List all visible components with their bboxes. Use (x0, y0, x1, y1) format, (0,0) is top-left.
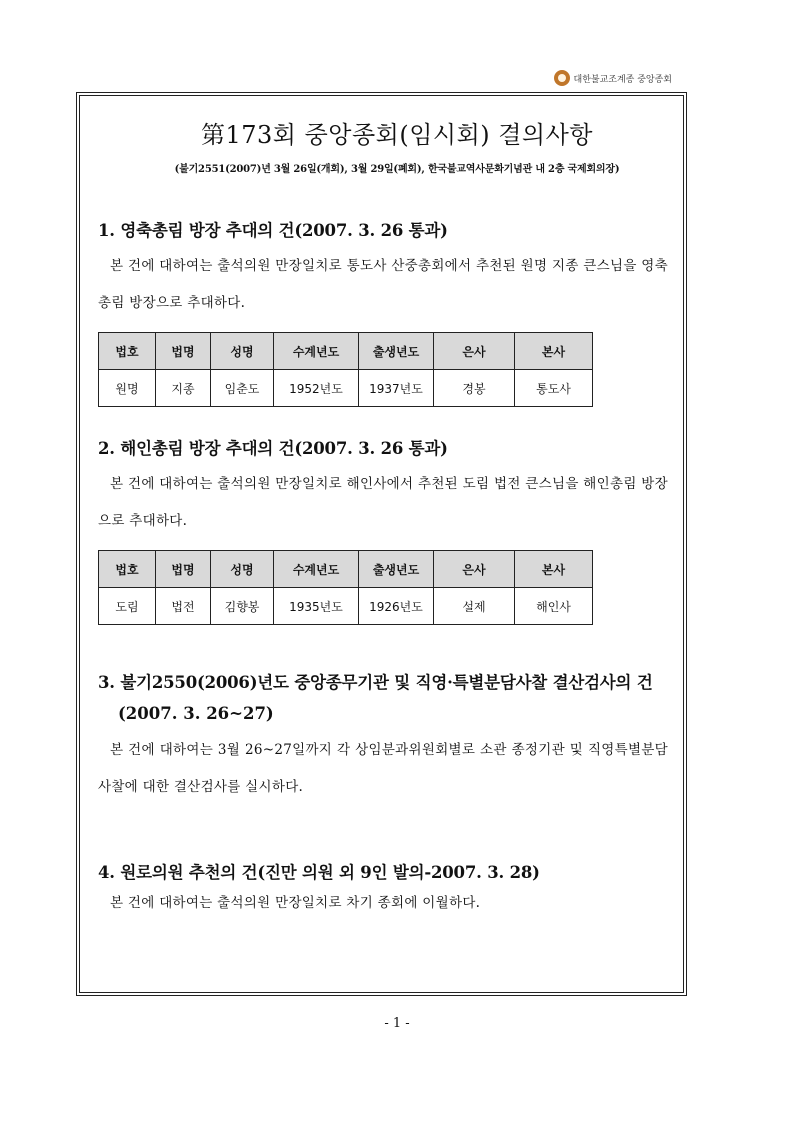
section-body: 본 건에 대하여는 출석의원 만장일치로 해인사에서 추천된 도림 법전 큰스님을 해인총림 방장으로 추대하다. (98, 476, 668, 530)
table-cell: 도림 (99, 588, 156, 625)
table-header-cell: 출생년도 (359, 551, 434, 588)
section-2 (98, 433, 668, 625)
table-header-cell: 은사 (434, 551, 515, 588)
table-cell: 통도사 (515, 370, 593, 407)
section-heading-continued: (2007. 3. 26~27) (118, 704, 274, 724)
dharma-wheel-logo-icon (554, 70, 570, 86)
table-header-row (99, 551, 593, 588)
table-row (99, 588, 593, 625)
section-body: 본 건에 대하여는 출석의원 만장일치로 통도사 산중총회에서 추천된 원명 지종 큰스님을 영축총림 방장으로 추대하다. (98, 258, 668, 312)
table-cell: 임춘도 (211, 370, 274, 407)
table-header-row (99, 333, 593, 370)
table-header-cell: 성명 (211, 551, 274, 588)
page-header (554, 70, 673, 86)
table-header-cell: 출생년도 (359, 333, 434, 370)
section-heading: 4. 원로의원 추천의 건(진만 의원 외 9인 발의-2007. 3. 28) (98, 863, 540, 882)
section-heading: 3. 불기2550(2006)년도 중앙종무기관 및 직영·특별분담사찰 결산검사의 건 (98, 673, 653, 692)
section-heading: 1. 영축총림 방장 추대의 건(2007. 3. 26 통과) (98, 221, 448, 240)
table-row (99, 370, 593, 407)
table-header-cell: 법명 (156, 333, 211, 370)
table-header-cell: 수계년도 (274, 333, 359, 370)
section-4 (98, 857, 668, 916)
section-heading: 2. 해인총림 방장 추대의 건(2007. 3. 26 통과) (98, 439, 448, 458)
table-cell: 법전 (156, 588, 211, 625)
table-cell: 원명 (99, 370, 156, 407)
table-header-cell: 성명 (211, 333, 274, 370)
section-body: 본 건에 대하여는 3월 26~27일까지 각 상임분과위원회별로 소관 종정기관 및 직영특별분담사찰에 대한 결산검사를 실시하다. (98, 741, 668, 795)
table-header-cell: 법명 (156, 551, 211, 588)
section-body: 본 건에 대하여는 출석의원 만장일치로 차기 종회에 이월하다. (110, 895, 481, 912)
table-cell: 지종 (156, 370, 211, 407)
page-number: - 1 - (384, 1016, 410, 1031)
table-cell: 경봉 (434, 370, 515, 407)
table-cell: 해인사 (515, 588, 593, 625)
table-header-cell: 은사 (434, 333, 515, 370)
table-header-cell: 수계년도 (274, 551, 359, 588)
table-cell: 1935년도 (274, 588, 359, 625)
table-header-cell: 본사 (515, 333, 593, 370)
info-table-1 (98, 332, 593, 407)
table-header-cell: 법호 (99, 333, 156, 370)
table-header-cell: 법호 (99, 551, 156, 588)
table-cell: 1937년도 (359, 370, 434, 407)
org-name: 대한불교조계종 중앙종회 (573, 74, 672, 85)
table-cell: 1952년도 (274, 370, 359, 407)
info-table-2 (98, 550, 593, 625)
document-subtitle: (불기2551(2007)년 3월 26일(개회), 3월 29일(폐회), 한국불교역사문화기념관 내 2층 국제회의장) (174, 164, 620, 175)
document-title: 第173회 중앙종회(임시회) 결의사항 (200, 121, 593, 149)
table-cell: 1926년도 (359, 588, 434, 625)
section-1 (98, 215, 668, 407)
table-cell: 설제 (434, 588, 515, 625)
table-cell: 김향봉 (211, 588, 274, 625)
section-3 (98, 667, 668, 806)
table-header-cell: 본사 (515, 551, 593, 588)
